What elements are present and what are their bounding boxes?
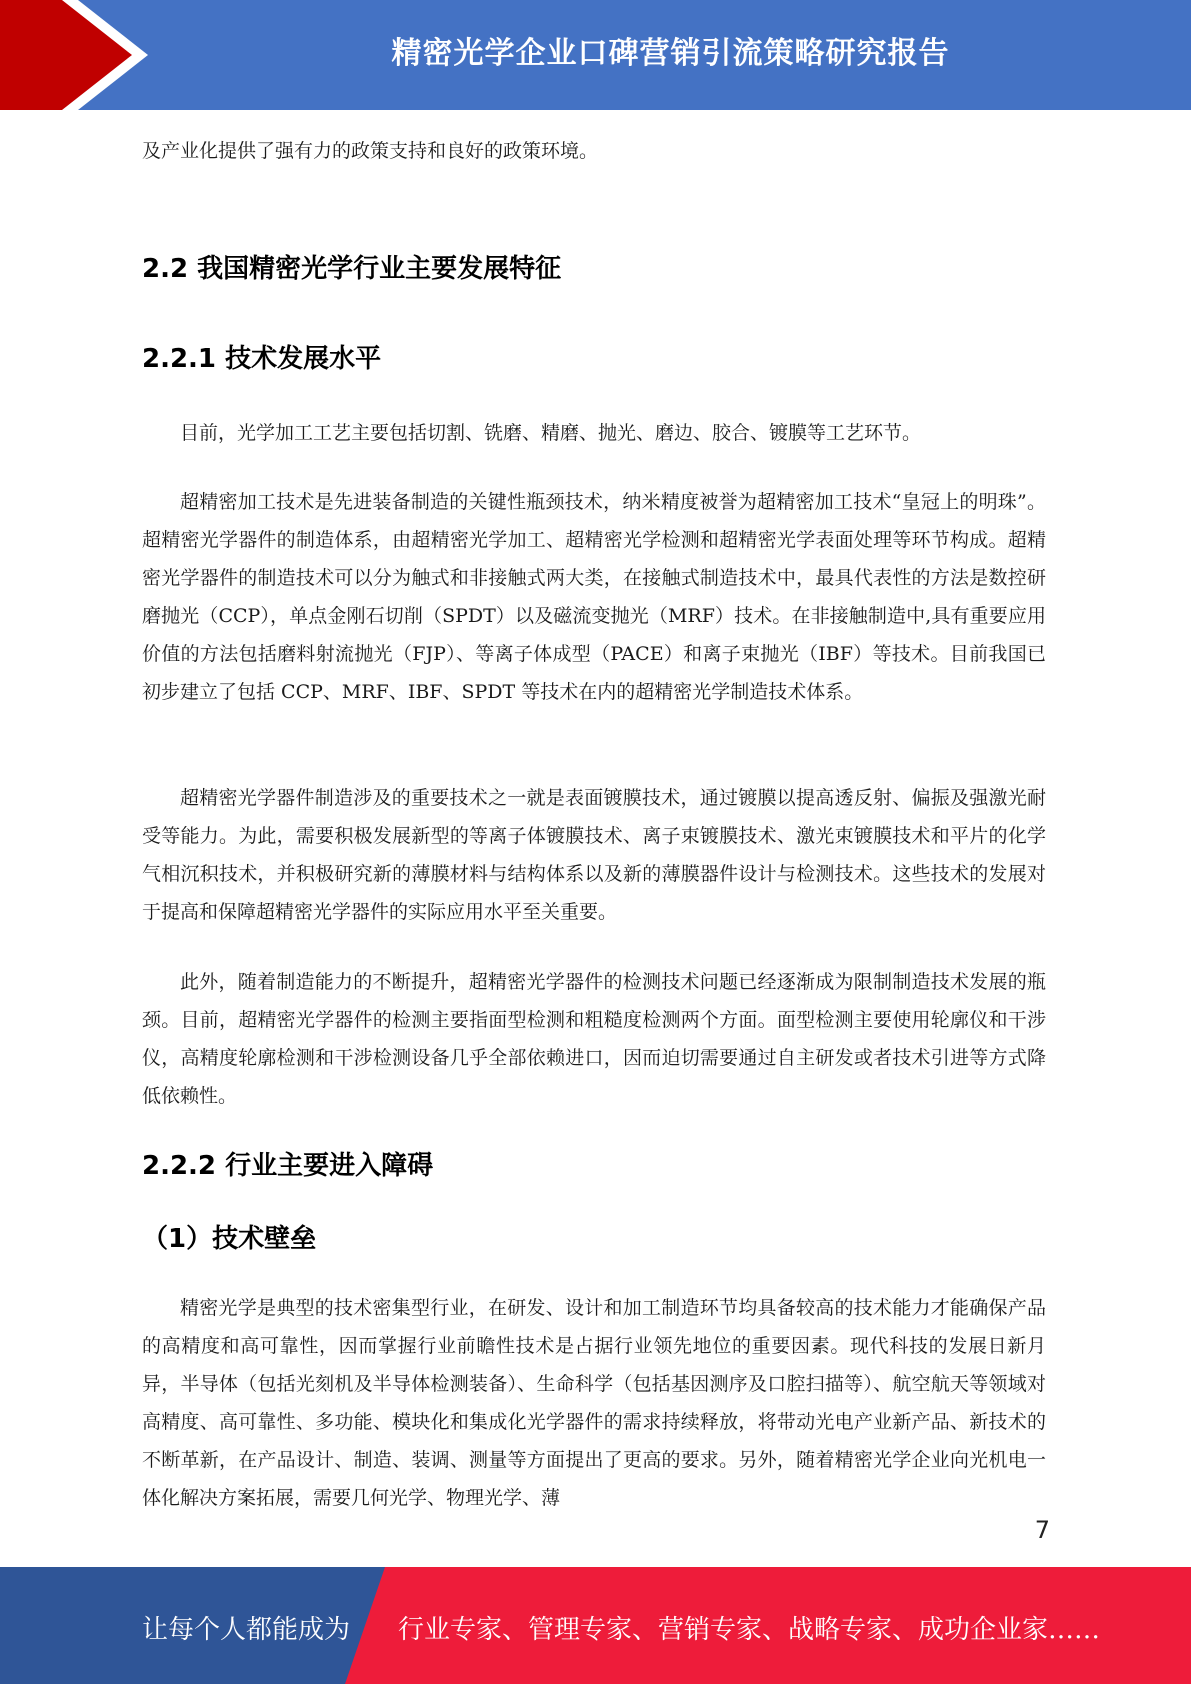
intro-continuation: 及产业化提供了强有力的政策支持和良好的政策环境。 (142, 140, 599, 162)
paragraph-ultra-precision: 超精密加工技术是先进装备制造的关键性瓶颈技术，纳米精度被誉为超精密加工技术“皇冠上的明珠”。超精密光学器件的制造体系，由超精密光学加工、超精密光学检测和超精密光学表面处理等环节构成。超精密光学器件的制造技术可以分为触式和非接触式两大类，在接触式制造技术中，最具代表性的方法是数控研磨抛光（CCP），单点金刚石切削（SPDT）以及磁流变抛光（MRF）技术。在非接触制造中,具有重要应用价值的方法包括磨料射流抛光（FJP）、等离子体成型（PACE）和离子束抛光（IBF）等技术。目前我国已初步建立了包括 CCP、MRF、IBF、SPDT 等技术在内的超精密光学制造技术体系。 (142, 491, 1046, 703)
section-heading-2-2: 2.2 我国精密光学行业主要发展特征 (142, 254, 562, 284)
footer-slogan-left: 让每个人都能成为 (142, 1615, 351, 1645)
paragraph-coating: 超精密光学器件制造涉及的重要技术之一就是表面镀膜技术，通过镀膜以提高透反射、偏振及强激光耐受等能力。为此，需要积极发展新型的等离子体镀膜技术、离子束镀膜技术、激光束镀膜技术和平片的化学气相沉积技术，并积极研究新的薄膜材料与结构体系以及新的薄膜器件设计与检测技术。这些技术的发展对于提高和保障超精密光学器件的实际应用水平至关重要。 (142, 787, 1046, 923)
subsection-heading-tech-barrier: （1）技术壁垒 (142, 1224, 317, 1254)
paragraph-tech-barrier: 精密光学是典型的技术密集型行业，在研发、设计和加工制造环节均具备较高的技术能力才能确保产品的高精度和高可靠性，因而掌握行业前瞻性技术是占据行业领先地位的重要因素。现代科技的发展日新月异，半导体（包括光刻机及半导体检测装备）、生命科学（包括基因测序及口腔扫描等）、航空航天等领域对高精度、高可靠性、多功能、模块化和集成化光学器件的需求持续释放，将带动光电产业新产品、新技术的不断革新，在产品设计、制造、装调、测量等方面提出了更高的要求。另外，随着精密光学企业向光机电一体化解决方案拓展，需要几何光学、物理光学、薄 (142, 1297, 1046, 1509)
page-header (0, 0, 1191, 110)
section-heading-2-2-1: 2.2.1 技术发展水平 (142, 344, 382, 374)
footer-slogan-right: 行业专家、管理专家、营销专家、战略专家、成功企业家…… (398, 1615, 1101, 1645)
report-title: 精密光学企业口碑营销引流策略研究报告 (391, 36, 950, 71)
page-footer (0, 1567, 1191, 1684)
paragraph-process: 目前，光学加工工艺主要包括切割、铣磨、精磨、抛光、磨边、胶合、镀膜等工艺环节。 (180, 422, 922, 444)
paragraph-inspection: 此外，随着制造能力的不断提升，超精密光学器件的检测技术问题已经逐渐成为限制制造技术发展的瓶颈。目前，超精密光学器件的检测主要指面型检测和粗糙度检测两个方面。面型检测主要使用轮廓仪和干涉仪，高精度轮廓检测和干涉检测设备几乎全部依赖进口，因而迫切需要通过自主研发或者技术引进等方式降低依赖性。 (142, 971, 1046, 1107)
page-number: 7 (1034, 1516, 1050, 1544)
section-heading-2-2-2: 2.2.2 行业主要进入障碍 (142, 1151, 434, 1181)
